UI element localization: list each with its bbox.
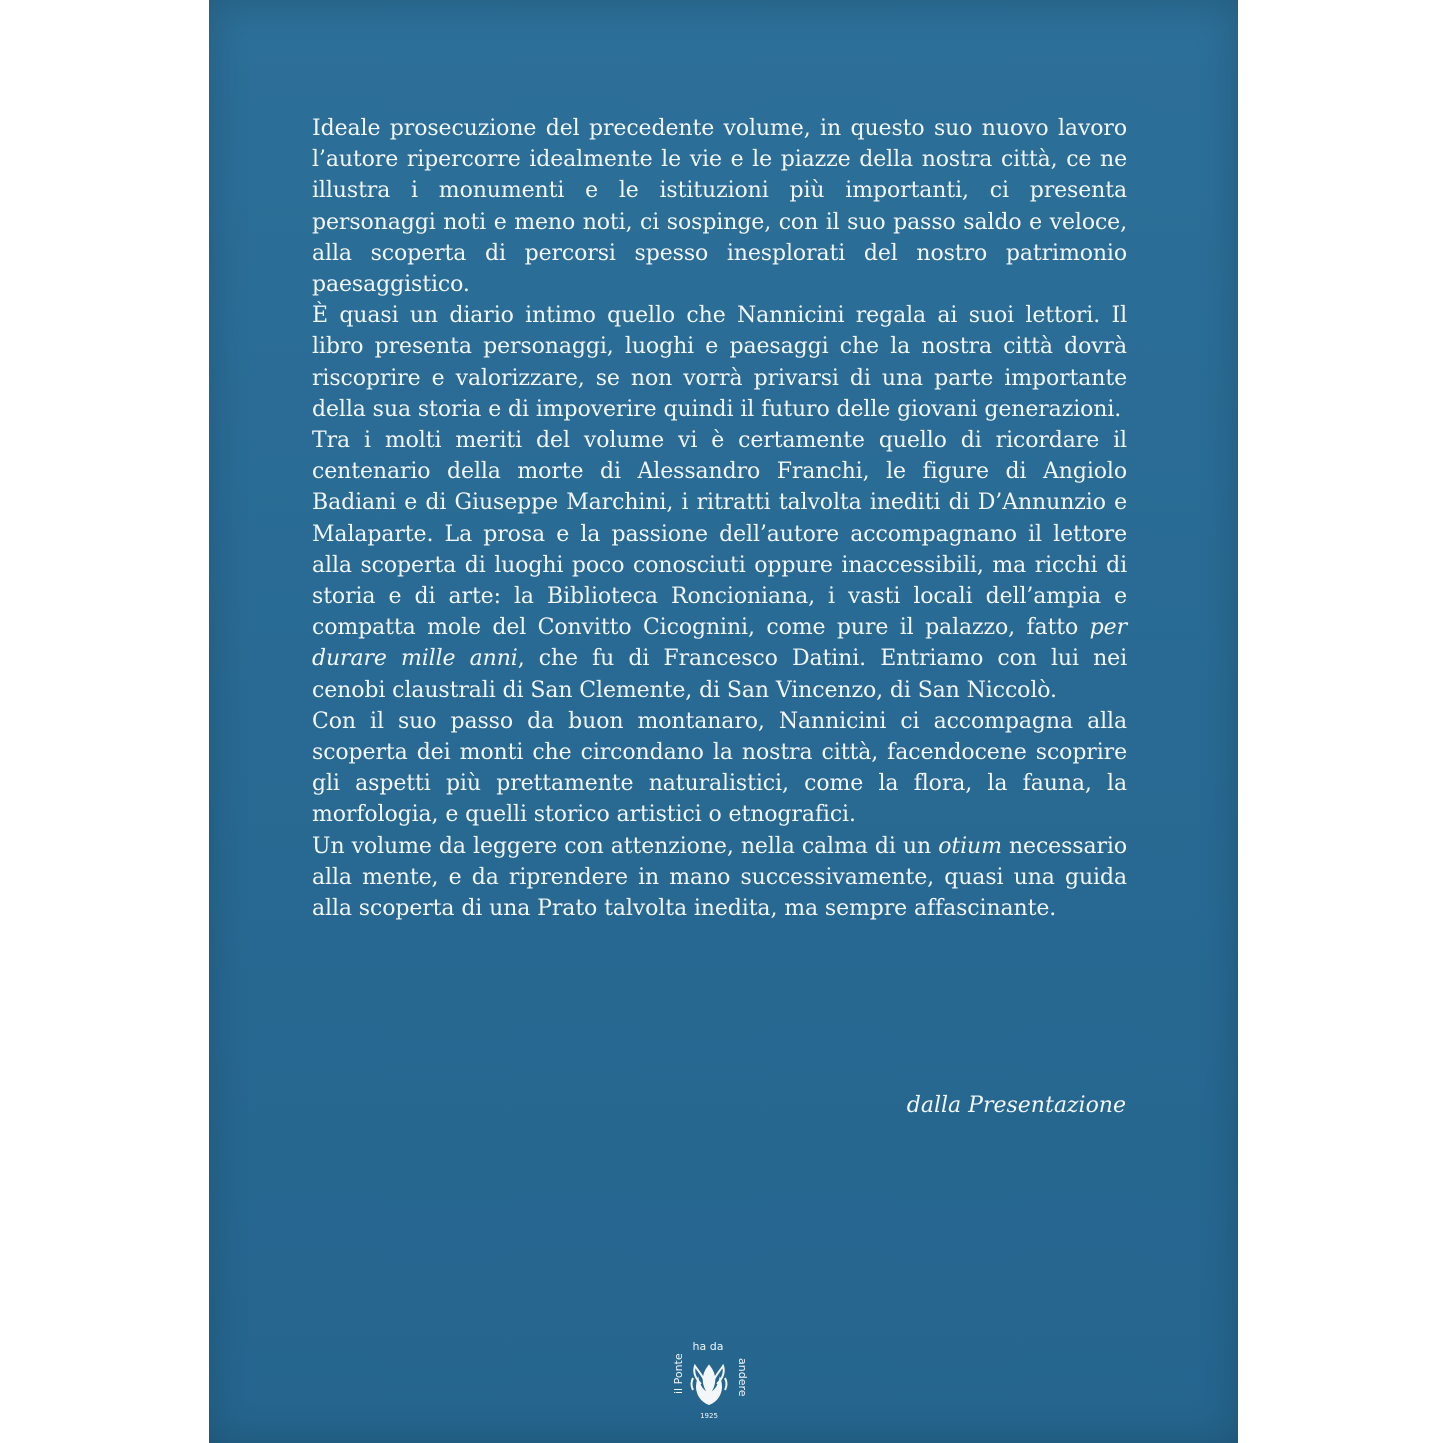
- back-cover: [209, 0, 1238, 1443]
- paragraph-2: È quasi un diario intimo quello che Nannicini regala ai suoi lettori. Il libro presenta personaggi, luoghi e paesaggi che la nostra città dovrà riscoprire e valorizzare, se non vorrà privarsi di una parte importante della sua storia e di impoverire quindi il futuro delle giovani generazioni.: [312, 303, 1127, 422]
- attribution: dalla Presentazione: [906, 1093, 1126, 1118]
- publisher-logo: [672, 1340, 752, 1428]
- logo-left-text: il Ponte: [672, 1353, 685, 1395]
- flower-emblem-icon: [689, 1360, 729, 1408]
- italic-phrase: per durare mille anni: [312, 615, 1127, 672]
- paragraph-3-part-2: , che fu di Francesco Datini. Entriamo con lui nei cenobi claustrali di San Clemente, di San Vincenzo, di San Niccolò.: [312, 646, 1128, 703]
- blurb-text: [312, 113, 1127, 924]
- paragraph-3-part-1: Tra i molti meriti del volume vi è certamente quello di ricordare il centenario della morte di Alessandro Franchi, le figure di Angiolo Badiani e di Giuseppe Marchini, i ritratti talvolta inediti di D’Annunzio e Malaparte. La prosa e la passione dell’autore accompagnano il lettore alla scoperta di luoghi poco conosciuti oppure inaccessibili, ma ricchi di storia e di arte: la Biblioteca Roncioniana, i vasti locali dell’ampia e compatta mole del Convitto Cicognini, come pure il palazzo, fatto: [312, 428, 1127, 641]
- paragraph-5-part-2: necessario alla mente, e da riprendere in mano successivamente, quasi una guida alla scoperta di una Prato talvolta inedita, ma sempre affascinante.: [312, 833, 1127, 922]
- italic-word: otium: [938, 833, 1002, 859]
- paragraph-5-part-1: Un volume da leggere con attenzione, nella calma di un: [312, 833, 939, 859]
- paragraph-5: [312, 831, 1127, 925]
- logo-right-text: andere: [736, 1357, 749, 1397]
- logo-top-text: ha da: [692, 1340, 724, 1353]
- logo-year: 1925: [700, 1412, 718, 1420]
- paragraph-3: [312, 425, 1127, 706]
- paragraph-4: Con il suo passo da buon montanaro, Nannicini ci accompagna alla scoperta dei monti che circondano la nostra città, facendocene scoprire gli aspetti più prettamente naturalistici, come la flora, la fauna, la morfologia, e quelli storico artistici o etnografici.: [312, 708, 1127, 828]
- paragraph-1: Ideale prosecuzione del precedente volume, in questo suo nuovo lavoro l’autore ripercorre idealmente le vie e le piazze della nostra città, ce ne illustra i monumenti e le istituzioni più importanti, ci presenta personaggi noti e meno noti, ci sospinge, con il suo passo saldo e veloce, alla scoperta di percorsi spesso inesplorati del nostro patrimonio paesaggistico.: [312, 116, 1127, 298]
